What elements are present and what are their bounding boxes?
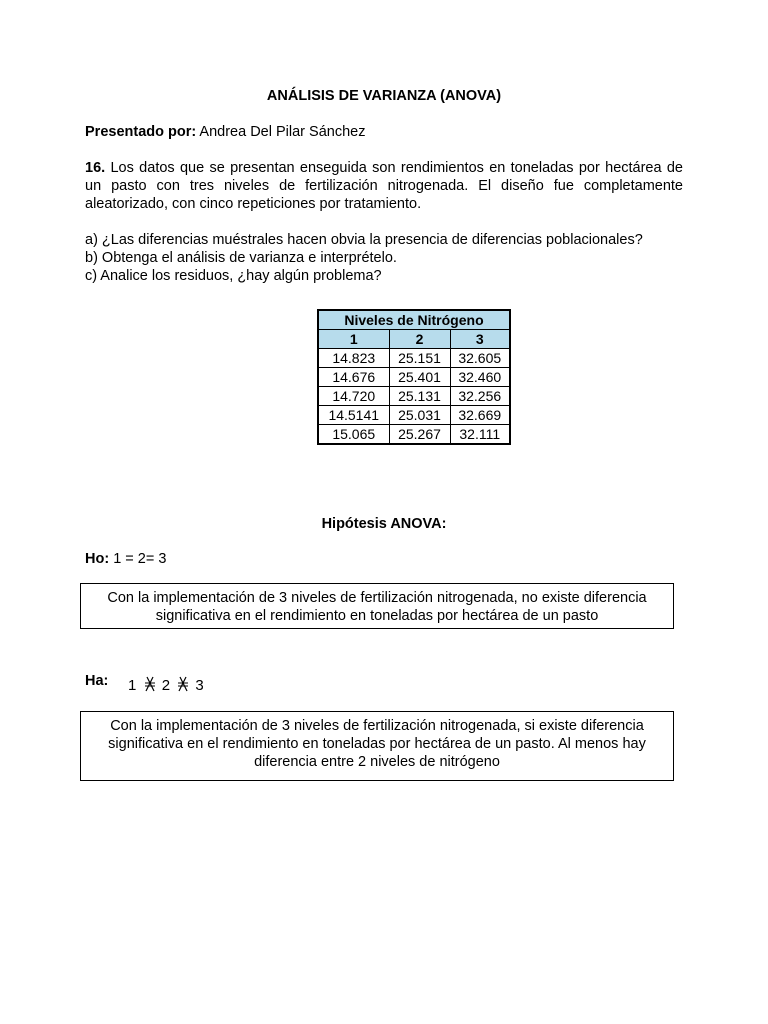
ha-token: 2 [161, 677, 172, 694]
null-hypothesis-box: Con la implementación de 3 niveles de fertilización nitrogenada, no existe diferencia significativa en el rendimiento en toneladas por hectárea de un pasto [80, 583, 674, 629]
table-cell: 32.256 [450, 387, 510, 406]
document-title: ANÁLISIS DE VARIANZA (ANOVA) [266, 88, 502, 104]
table-cell: 32.605 [450, 349, 510, 368]
table-cell: 15.065 [318, 425, 389, 445]
table-cell: 32.460 [450, 368, 510, 387]
table-cell: 25.131 [389, 387, 450, 406]
table-cell: 25.151 [389, 349, 450, 368]
author-line [85, 124, 365, 140]
table-cell: 14.676 [318, 368, 389, 387]
author-label: Presentado por: [85, 124, 197, 140]
problem-statement [85, 159, 683, 213]
null-hypothesis-line [85, 551, 166, 567]
table-cell: 14.823 [318, 349, 389, 368]
table-cell: 14.720 [318, 387, 389, 406]
column-header: 1 [318, 330, 389, 349]
column-header: 2 [389, 330, 450, 349]
table-cell: 32.669 [450, 406, 510, 425]
table-cell: 14.5141 [318, 406, 389, 425]
problem-text: Los datos que se presentan enseguida son rendimientos en toneladas por hectárea de un pasto con tres niveles de fertilización nitrogenada. El diseño fue completamente aleatorizado, con cinco repeticiones por tratamiento. [85, 160, 683, 212]
author-name: Andrea Del Pilar Sánchez [196, 124, 366, 140]
table-row [318, 387, 510, 406]
table-row [318, 425, 510, 445]
ha-token: 3 [195, 677, 205, 694]
nitrogen-data-table [317, 309, 511, 445]
table-cell: 25.031 [389, 406, 450, 425]
hypothesis-title: Hipótesis ANOVA: [321, 516, 447, 532]
table-cell: 25.401 [389, 368, 450, 387]
problem-number: 16. [85, 160, 106, 176]
question-b: b) Obtenga el análisis de varianza e interprételo. [85, 250, 397, 266]
table-row [318, 368, 510, 387]
alt-hypothesis-box: Con la implementación de 3 niveles de fertilización nitrogenada, si existe diferencia significativa en el rendimiento en toneladas por hectárea de un pasto. Al menos hay diferencia entre 2 niveles de nitrógeno [80, 711, 674, 781]
table-cell: 25.267 [389, 425, 450, 445]
not-equal-icon [177, 676, 189, 692]
ha-token: 1 [128, 677, 138, 694]
ho-expression: 1 = 2= 3 [109, 551, 167, 567]
column-header: 3 [450, 330, 510, 349]
table-cell: 32.111 [450, 425, 510, 445]
questions-list [85, 231, 685, 285]
ho-label: Ho: [85, 551, 110, 567]
question-c: c) Analice los residuos, ¿hay algún problema? [85, 268, 382, 284]
alt-hypothesis-expression [128, 676, 205, 694]
ha-label: Ha: [85, 673, 109, 689]
table-row [318, 349, 510, 368]
table-header: Niveles de Nitrógeno [318, 310, 510, 330]
question-a: a) ¿Las diferencias muéstrales hacen obvia la presencia de diferencias poblacionales? [85, 232, 643, 248]
not-equal-icon [144, 676, 156, 692]
table-row [318, 406, 510, 425]
